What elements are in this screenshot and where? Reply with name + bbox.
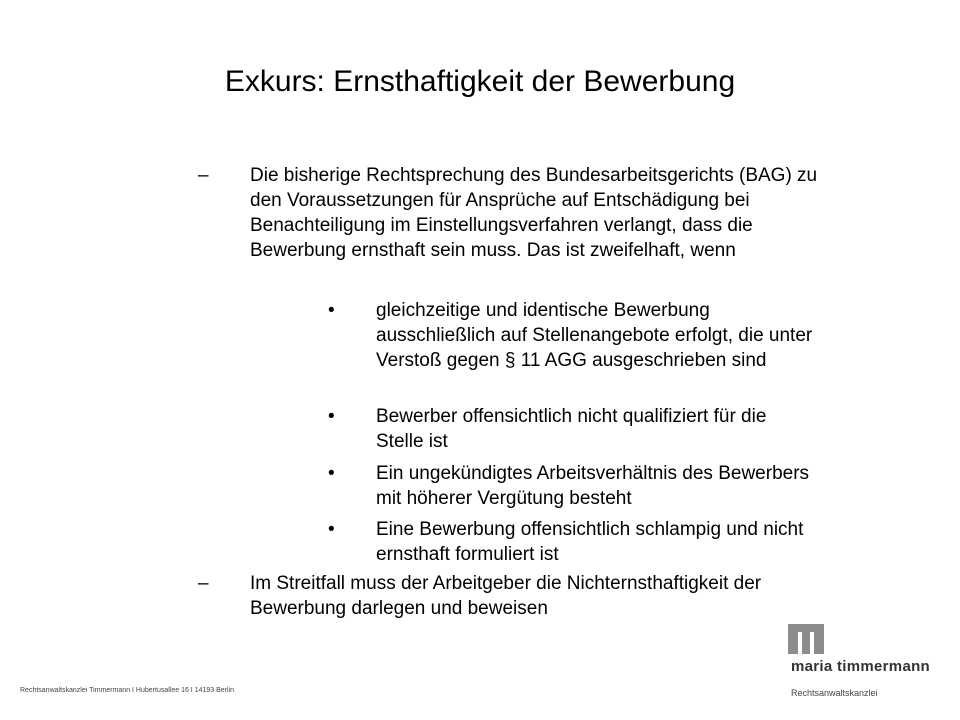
dash-marker: – — [198, 165, 209, 186]
bullet-marker: • — [328, 406, 335, 427]
list-item — [324, 298, 814, 373]
bullet-marker: • — [328, 463, 335, 484]
footer-address: Rechtsanwaltskanzlei Timmermann I Hubertusallee 16 I 14193 Berlin — [20, 687, 234, 694]
logo-wordmark: maria timmermann — [791, 658, 931, 675]
list-item — [324, 461, 814, 511]
list-item — [324, 404, 814, 454]
list-item-text: Im Streitfall muss der Arbeitgeber die Nichternsthaftigkeit der Bewerbung darlegen und beweisen — [250, 573, 762, 619]
list-item — [198, 163, 818, 263]
list-item — [324, 517, 814, 567]
list-item — [198, 571, 818, 621]
list-item-text: Die bisherige Rechtsprechung des Bundesarbeitsgerichts (BAG) zu den Voraussetzungen für Ansprüche auf Entschädigung bei Benachteiligung im Einstellungsverfahren verlangt, dass die Bewerbung ernsthaft sein muss. Das ist zweifelhaft, wenn — [250, 165, 818, 261]
list-item-text: Eine Bewerbung offensichtlich schlampig und nicht ernsthaft formuliert ist — [376, 519, 804, 565]
bullet-marker: • — [328, 519, 335, 540]
list-item-text: Bewerber offensichtlich nicht qualifiziert für die Stelle ist — [376, 406, 767, 452]
list-item-text: Ein ungekündigtes Arbeitsverhältnis des Bewerbers mit höherer Vergütung besteht — [376, 463, 810, 509]
list-item-text: gleichzeitige und identische Bewerbung ausschließlich auf Stellenangebote erfolgt, die unter Verstoß gegen § 11 AGG ausgeschrieben sind — [376, 300, 813, 371]
slide-title: Exkurs: Ernsthaftigkeit der Bewerbung — [224, 65, 736, 98]
bullet-marker: • — [328, 300, 335, 321]
dash-marker: – — [198, 573, 209, 594]
footer-label: Rechtsanwaltskanzlei — [791, 688, 878, 698]
